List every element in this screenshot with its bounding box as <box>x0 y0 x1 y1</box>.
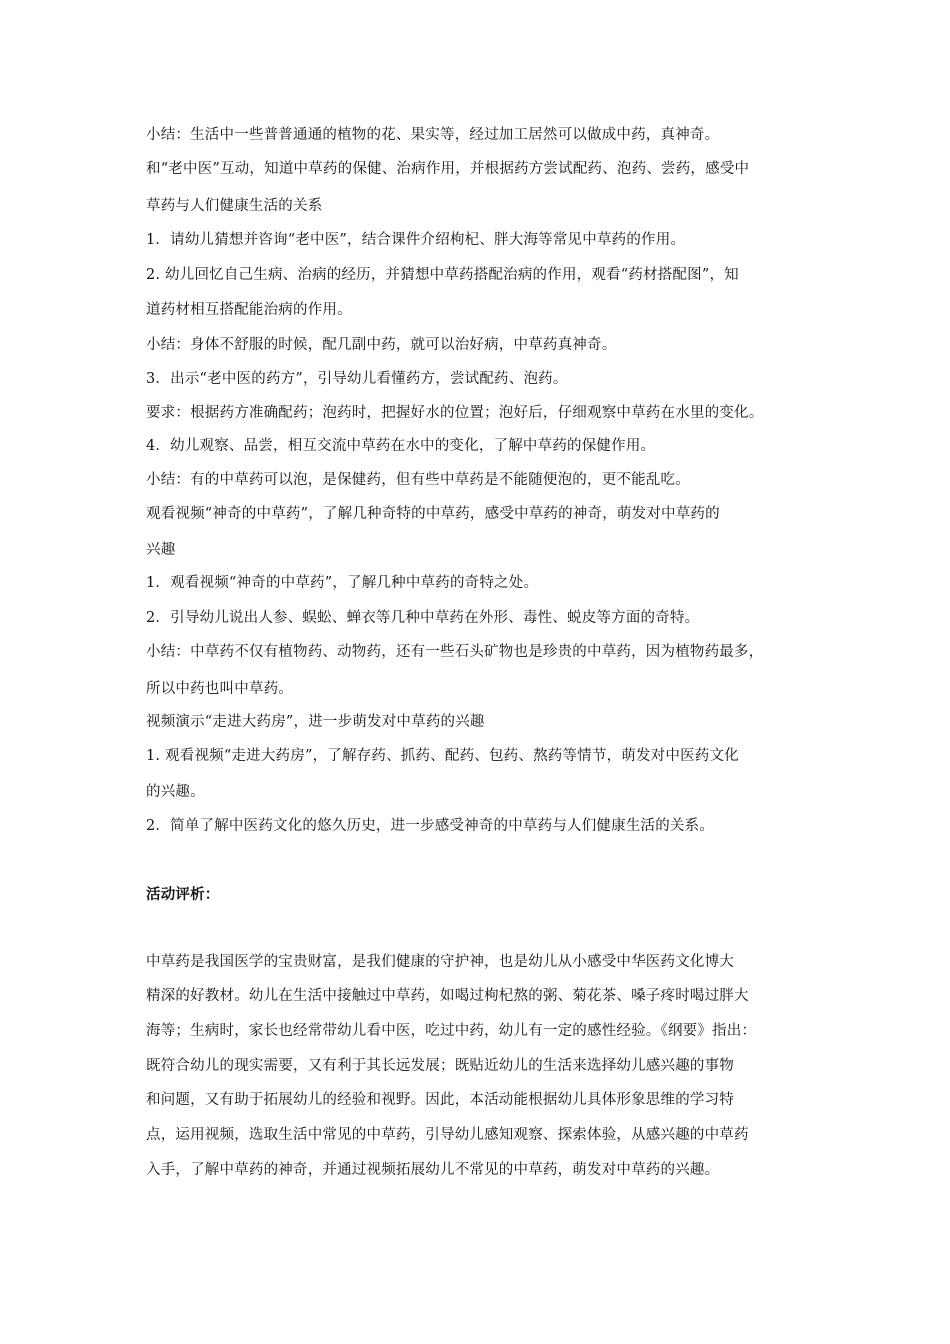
analysis-line: 海等；生病时，家长也经常带幼儿看中医，吃过中药，幼儿有一定的感性经验。《纲要》指出： <box>146 1023 757 1039</box>
text-line: 2．引导幼儿说出人参、蜈蚣、蝉衣等几种中草药在外形、毒性、蜕皮等方面的奇特。 <box>146 610 700 626</box>
analysis-line: 精深的好教材。幼儿在生活中接触过中草药，如喝过枸杞熬的粥、菊花茶、嗓子疼时喝过胖大 <box>146 988 749 1004</box>
text-line: 1. 观看视频“走进大药房”，了解存药、抓药、配药、包药、熬药等情节，萌发对中医药文化 <box>146 748 739 764</box>
analysis-line: 入手，了解中草药的神奇，并通过视频拓展幼儿不常见的中草药，萌发对中草药的兴趣。 <box>146 1162 720 1178</box>
text-line: 1．请幼儿猜想并咨询“老中医”，结合课件介绍枸杞、胖大海等常见中草药的作用。 <box>146 232 686 248</box>
text-line: 小结：生活中一些普普通通的植物的花、果实等，经过加工居然可以做成中药，真神奇。 <box>146 127 720 143</box>
text-line: 和“老中医”互动，知道中草药的保健、治病作用，并根据药方尝试配药、泡药、尝药，感受中 <box>146 161 750 177</box>
text-line: 1．观看视频“神奇的中草药”，了解几种中草药的奇特之处。 <box>146 575 539 591</box>
text-line: 所以中药也叫中草药。 <box>146 681 293 697</box>
text-line: 小结：有的中草药可以泡，是保健药，但有些中草药是不能随便泡的，更不能乱吃。 <box>146 472 690 488</box>
text-line: 小结：中草药不仅有植物药、动物药，还有一些石头矿物也是珍贵的中草药，因为植物药最多， <box>146 644 764 660</box>
analysis-line: 既符合幼儿的现实需要，又有利于其长远发展；既贴近幼儿的生活来选择幼儿感兴趣的事物 <box>146 1058 734 1074</box>
analysis-line: 点，运用视频，选取生活中常见的中草药，引导幼儿感知观察、探索体验，从感兴趣的中草药 <box>146 1127 749 1143</box>
text-line: 道药材相互搭配能治病的作用。 <box>146 302 352 318</box>
text-line: 的兴趣。 <box>146 784 205 800</box>
text-line: 视频演示“走进大药房”，进一步萌发对中草药的兴趣 <box>146 714 485 730</box>
text-line: 要求：根据药方准确配药；泡药时，把握好水的位置；泡好后，仔细观察中草药在水里的变化。 <box>146 405 764 421</box>
analysis-line: 中草药是我国医学的宝贵财富，是我们健康的守护神，也是幼儿从小感受中华医药文化博大 <box>146 954 734 970</box>
text-line: 2. 幼儿回忆自己生病、治病的经历，并猜想中草药搭配治病的作用，观看“药材搭配图”，知 <box>146 267 739 283</box>
text-line: 3．出示“老中医的药方”，引导幼儿看懂药方，尝试配药、泡药。 <box>146 371 568 387</box>
text-line: 4．幼儿观察、品尝，相互交流中草药在水中的变化，了解中草药的保健作用。 <box>146 438 656 454</box>
text-line: 2．简单了解中医药文化的悠久历史，进一步感受神奇的中草药与人们健康生活的关系。 <box>146 818 715 834</box>
section-heading: 活动评析： <box>146 886 220 903</box>
text-line: 草药与人们健康生活的关系 <box>146 198 323 214</box>
analysis-line: 和问题，又有助于拓展幼儿的经验和视野。因此，本活动能根据幼儿具体形象思维的学习特 <box>146 1092 734 1108</box>
text-line: 观看视频“神奇的中草药”，了解几种奇特的中草药，感受中草药的神奇，萌发对中草药的 <box>146 506 720 522</box>
text-line: 兴趣 <box>146 542 176 558</box>
text-line: 小结：身体不舒服的时候，配几副中药，就可以治好病，中草药真神奇。 <box>146 337 617 353</box>
